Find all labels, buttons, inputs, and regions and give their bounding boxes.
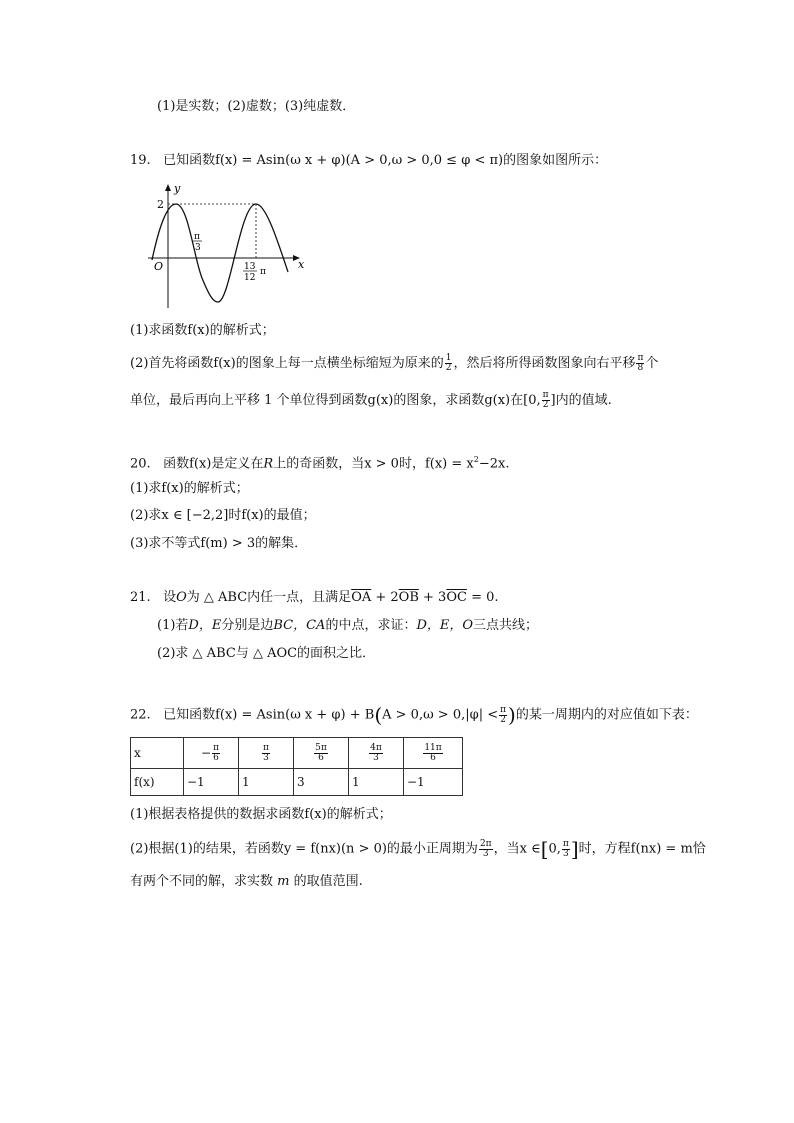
table-x-cell-5 <box>404 738 463 769</box>
x1-sign: − <box>201 745 212 760</box>
graph-y-arrow <box>165 184 171 191</box>
q19-frac-pi8 <box>636 354 644 373</box>
q22-left-bracket: [ <box>540 837 549 861</box>
frac-num: 1 <box>445 353 452 363</box>
q19-part2-text-a: (2)首先将函数f(x)的图象上每一点横坐标缩短为原来的 <box>130 356 444 371</box>
table-x-cell-1 <box>184 738 239 769</box>
q20-part2: (2)求x ∈ [−2,2]时f(x)的最值； <box>130 508 316 523</box>
table-fx-cell-2: 1 <box>239 769 294 796</box>
table-fx-cell-5: −1 <box>404 769 463 796</box>
table-x-cell-3 <box>294 738 349 769</box>
q20-stem-text-a: 函数f(x)是定义在 <box>163 456 264 472</box>
x5-frac <box>423 744 442 763</box>
table-fx-cell-4: 1 <box>349 769 404 796</box>
frac-num: π <box>500 704 507 715</box>
graph-peak-label: 2 <box>157 198 164 211</box>
q21-stem <box>130 589 499 607</box>
frac-den: 6 <box>213 752 219 763</box>
frac-num: 4π <box>370 742 382 753</box>
q21-eq: = 0. <box>466 590 499 605</box>
q22-frac-pi3 <box>562 840 570 859</box>
q22-left-paren: ( <box>374 703 383 727</box>
q21-part1-text-d: 三点共线； <box>473 618 539 633</box>
q21-stem-O: O <box>176 590 187 605</box>
q20-number: 20. <box>130 456 151 472</box>
q20-stem-sup: 2 <box>473 455 479 464</box>
q19-frac-half <box>445 354 453 373</box>
q19-frac-pi2 <box>542 391 550 410</box>
x2-frac <box>262 744 270 763</box>
q20-stem-R: R <box>263 456 274 472</box>
q22-frac-2pi3 <box>479 840 493 859</box>
frac-num: 11π <box>424 742 442 753</box>
q22-frac-pi2 <box>499 706 507 725</box>
graph-mark2-den: 12 <box>244 273 256 283</box>
table-fx-cell-3: 3 <box>294 769 349 796</box>
vector-OA: $\overline{OA}$ <box>351 590 372 605</box>
q22-value-table <box>130 737 463 796</box>
q19-part2-text-b: ，然后将所得函数图象向右平移 <box>453 356 636 371</box>
graph-y-label: y <box>174 182 181 195</box>
q21-part1-BC: BC，CA <box>273 618 326 633</box>
q21-plus1: + 2 <box>371 590 399 605</box>
q19-stem-text: 已知函数f(x) = Asin(ω x + φ)(A > 0,ω > 0,0 ≤ φ < π)的图象如图所示： <box>163 153 608 168</box>
q20-stem-text-b: 上的奇函数，当x > 0时，f(x) = x <box>273 456 474 472</box>
graph-origin-label: O <box>154 260 164 273</box>
q21-part1-text-b: 分别是边 <box>221 618 274 633</box>
q22-part2-text-e-b: 的取值范围. <box>293 874 363 889</box>
q21-part1-text-a: (1)若 <box>157 618 189 633</box>
vector-OB: $\overline{OB}$ <box>398 590 419 605</box>
previous-question-tail: (1)是实数；(2)虚数；(3)纯虚数． <box>157 99 356 114</box>
q22-part2-m: m <box>277 874 290 889</box>
frac-den: 3 <box>563 848 569 859</box>
q21-stem-text-b: 为 △ ABC内任一点，且满足 <box>186 590 352 605</box>
q19-graph <box>140 180 310 315</box>
graph-mark2-num: 13 <box>244 262 256 272</box>
table-fx-cell-1: −1 <box>184 769 239 796</box>
q22-part2-text-c: 0, <box>548 841 561 857</box>
q21-part1-DEO: D，E，O <box>416 618 474 633</box>
graph-curve <box>152 204 288 302</box>
q19-part2-text-e: ]内的值域. <box>550 393 612 408</box>
frac-den: 3 <box>482 848 489 859</box>
table-row-x <box>131 738 463 769</box>
frac-den: 2 <box>500 714 506 725</box>
frac-den: 3 <box>263 752 269 763</box>
frac-den: 2 <box>542 400 549 410</box>
graph-x-label: x <box>298 258 305 271</box>
frac-den: 6 <box>318 752 324 763</box>
frac-num: 2π <box>479 838 492 849</box>
q22-number: 22. <box>130 707 151 723</box>
q21-stem-text-a: 设 <box>163 590 177 605</box>
q22-part2-text-b: ，当x ∈ <box>493 841 541 857</box>
frac-num: π <box>637 353 644 363</box>
q22-stem <box>130 702 698 729</box>
frac-num: 5π <box>315 742 327 753</box>
frac-num: π <box>213 742 219 753</box>
x1-frac <box>212 744 220 763</box>
graph-mark1-num: π <box>194 232 200 242</box>
q19-stem <box>130 152 607 170</box>
q22-part2-line1 <box>130 836 706 863</box>
q19-number: 19. <box>130 153 151 168</box>
frac-num: π <box>263 742 269 753</box>
q21-part1 <box>157 617 538 635</box>
q22-part1: (1)根据表格提供的数据求函数f(x)的解析式； <box>130 807 392 822</box>
q22-stem-text-c: 的某一周期内的对应值如下表： <box>515 707 698 723</box>
table-fx-label: f(x) <box>131 769 184 796</box>
frac-num: π <box>562 838 569 849</box>
q20-part1: (1)求f(x)的解析式； <box>130 481 249 496</box>
q20-stem-text-c: −2x. <box>478 456 510 472</box>
q21-part1-DE: D，E <box>188 618 222 633</box>
frac-den: 2 <box>445 363 452 373</box>
graph-mark1-den: 3 <box>195 243 201 253</box>
q19-part2-line2 <box>130 389 612 413</box>
frac-den: 6 <box>430 752 436 763</box>
q20-part3: (3)求不等式f(m) > 3的解集． <box>130 536 308 551</box>
q22-stem-text-b: A > 0,ω > 0,|φ| < <box>382 707 499 723</box>
table-x-cell-4 <box>349 738 404 769</box>
table-x-cell-2 <box>239 738 294 769</box>
q21-part2: (2)求 △ ABC与 △ AOC的面积之比． <box>157 646 376 661</box>
q22-part2-text-a: (2)根据(1)的结果，若函数y = f(nx)(n > 0)的最小正周期为 <box>130 841 478 857</box>
frac-den: 8 <box>637 363 644 373</box>
x4-frac <box>369 744 383 763</box>
q19-part1: (1)求函数f(x)的解析式； <box>130 323 275 338</box>
q22-part2-text-d: 时，方程f(nx) = m恰 <box>578 841 706 857</box>
frac-den: 3 <box>373 752 379 763</box>
q22-part2-text-e-a: 有两个不同的解，求实数 <box>130 874 274 889</box>
q19-part2-line1 <box>130 352 658 376</box>
q20-stem <box>130 451 509 473</box>
q22-right-paren: ) <box>508 703 516 727</box>
table-row-fx <box>131 769 463 796</box>
q22-stem-text-a: 已知函数f(x) = Asin(ω x + φ) + B <box>163 707 375 723</box>
q22-right-bracket: ] <box>570 837 579 861</box>
q22-part2-line2 <box>130 873 363 891</box>
q21-number: 21. <box>130 590 151 605</box>
frac-num: π <box>542 390 549 400</box>
q19-part2-text-d: 单位，最后再向上平移 1 个单位得到函数g(x)的图象，求函数g(x)在[0, <box>130 393 541 408</box>
x3-frac <box>314 744 328 763</box>
graph-mark2-pi: π <box>260 267 266 277</box>
q21-part1-text-c: 的中点，求证： <box>325 618 417 633</box>
q19-part2-text-c: 个 <box>645 356 659 371</box>
vector-OC: $\overline{OC}$ <box>446 590 467 605</box>
q21-plus2: + 3 <box>418 590 447 605</box>
table-x-label: x <box>131 738 184 769</box>
